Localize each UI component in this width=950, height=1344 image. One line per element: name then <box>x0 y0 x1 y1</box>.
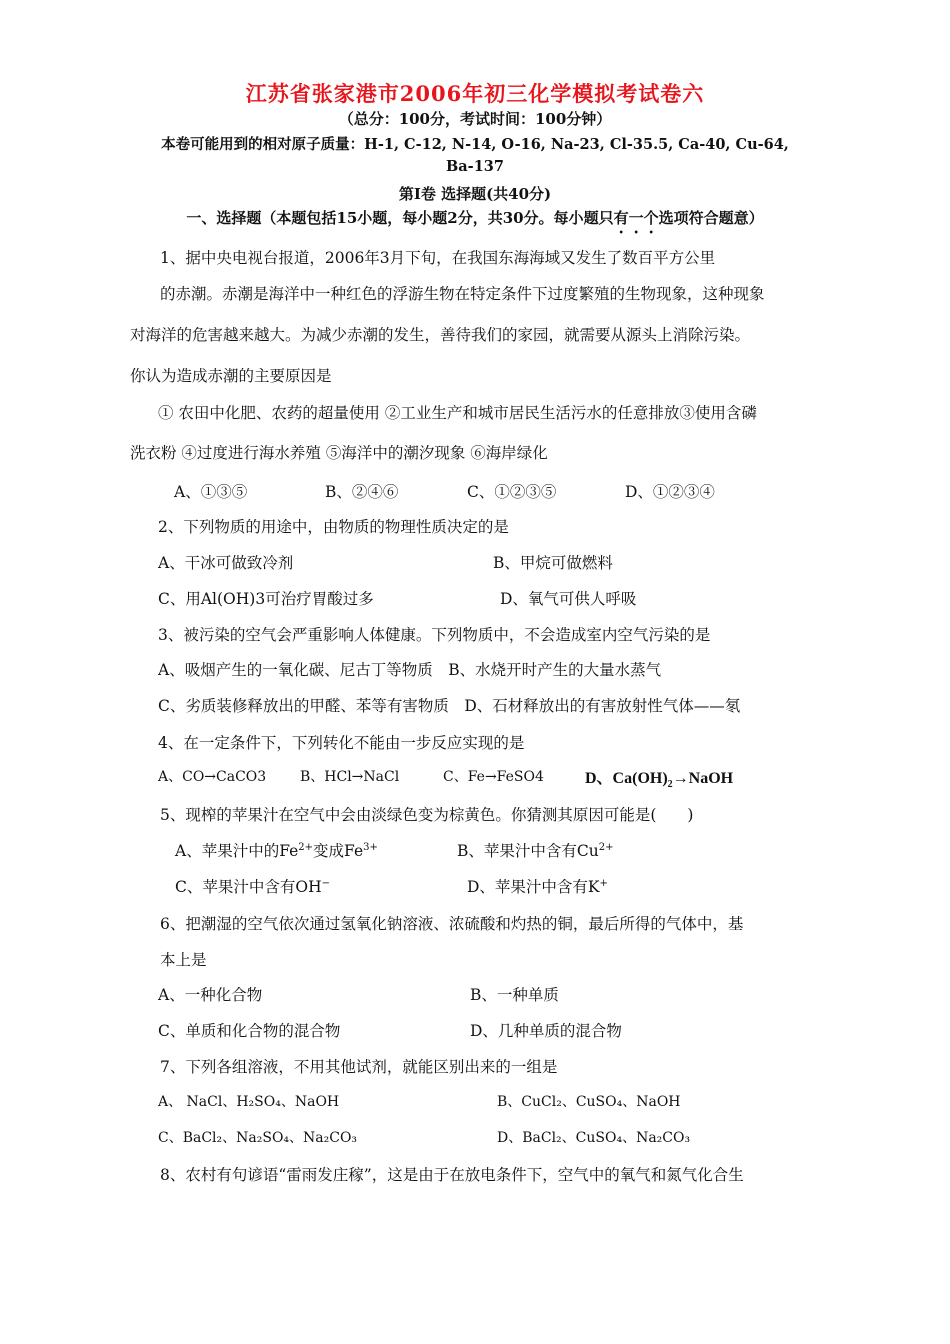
q5-d-text: D、苹果汁中含有K <box>467 878 600 896</box>
instruction-part-a: 一、选择题（本题包括15小题，每小题2分，共30分。每小题只 <box>186 209 614 227</box>
q2-option-a: A、干冰可做致冷剂 <box>158 554 294 572</box>
q7-option-c: C、BaCl₂、Na₂SO₄、Na₂CO₃ <box>158 1130 358 1146</box>
q4-option-d <box>585 765 733 790</box>
q2-stem: 2、下列物质的用途中，由物质的物理性质决定的是 <box>158 518 509 536</box>
q1-option-d: D、①②③④ <box>625 483 715 501</box>
q1-line-1: 1、据中央电视台报道，2006年3月下旬，在我国东海海域又发生了数百平方公里 <box>160 249 716 267</box>
q4-d-subscript: 2 <box>667 779 673 791</box>
q1-option-c: C、①②③⑤ <box>467 483 557 501</box>
q5-stem: 5、现榨的苹果汁在空气中会由淡绿色变为棕黄色。你猜测其原因可能是( ) <box>160 806 694 824</box>
q5-a-text: A、苹果汁中的Fe <box>175 842 299 860</box>
q6-option-b: B、一种单质 <box>470 986 559 1004</box>
q5-a-text2: 变成Fe <box>313 842 364 860</box>
q1-line-5: ① 农田中化肥、农药的超量使用 ②工业生产和城市居民生活污水的任意排放③使用含磷 <box>158 404 757 422</box>
q5-a-charge2: 3+ <box>363 841 378 853</box>
q1-line-3: 对海洋的危害越来越大。为减少赤潮的发生，善待我们的家园，就需要从源头上消除污染。 <box>130 326 751 344</box>
q1-line-6: 洗衣粉 ④过度进行海水养殖 ⑤海洋中的潮汐现象 ⑥海岸绿化 <box>130 444 548 462</box>
q5-c-charge: − <box>321 877 330 889</box>
q2-option-b: B、甲烷可做燃料 <box>493 554 613 572</box>
q1-line-2: 的赤潮。赤潮是海洋中一种红色的浮游生物在特定条件下过度繁殖的生物现象，这种现象 <box>160 285 765 303</box>
q7-stem: 7、下列各组溶液，不用其他试剂，就能区别出来的一组是 <box>160 1058 558 1076</box>
q6-option-c: C、单质和化合物的混合物 <box>158 1022 341 1040</box>
q5-d-charge: + <box>599 877 608 889</box>
atomic-mass-line1: 本卷可能用到的相对原子质量：H-1, C-12, N-14, O-16, Na-23, Cl-35.5, Ca-40, Cu-64, <box>161 136 789 153</box>
exam-title: 江苏省张家港市2006年初三化学模拟考试卷六 <box>245 81 705 106</box>
section-heading: 第Ⅰ卷 选择题(共40分) <box>398 185 552 203</box>
q1-option-b: B、②④⑥ <box>325 483 399 501</box>
q2-option-c: C、用Al(OH)3可治疗胃酸过多 <box>158 590 374 608</box>
q7-option-a: A、 NaCl、H₂SO₄、NaOH <box>158 1094 340 1110</box>
atomic-mass-line2: Ba-137 <box>446 158 504 175</box>
q4-option-c: C、Fe→FeSO4 <box>443 769 544 785</box>
q4-stem: 4、在一定条件下，下列转化不能由一步反应实现的是 <box>158 734 525 752</box>
q6-line-2: 本上是 <box>160 951 207 969</box>
instruction-emphasis: 有一个 <box>613 209 659 227</box>
q3-options-cd: C、劣质装修释放出的甲醛、苯等有害物质 D、石材释放出的有害放射性气体——氡 <box>158 697 741 715</box>
exam-subtitle: （总分：100分，考试时间：100分钟） <box>338 110 612 128</box>
q3-stem: 3、被污染的空气会严重影响人体健康。下列物质中，不会造成室内空气污染的是 <box>158 626 711 644</box>
q5-c-text: C、苹果汁中含有OH <box>175 878 322 896</box>
q8-stem: 8、农村有句谚语“雷雨发庄稼”，这是由于在放电条件下，空气中的氧气和氮气化合生 <box>160 1166 744 1184</box>
q4-option-b: B、HCl→NaCl <box>300 769 400 785</box>
q5-a-charge1: 2+ <box>298 841 314 853</box>
section-instruction <box>0 207 950 237</box>
q1-line-4: 你认为造成赤潮的主要原因是 <box>130 367 332 385</box>
q2-option-d: D、氧气可供人呼吸 <box>500 590 637 608</box>
q4-d-product: →NaOH <box>672 770 734 787</box>
q5-option-c <box>175 875 330 897</box>
q6-line-1: 6、把潮湿的空气依次通过氢氧化钠溶液、浓硫酸和灼热的铜，最后所得的气体中，基 <box>160 915 744 933</box>
q4-d-formula: D、Ca(OH) <box>585 770 668 787</box>
q5-option-a <box>175 839 378 861</box>
q1-option-a: A、①③⑤ <box>174 483 248 501</box>
q5-option-b <box>457 839 613 861</box>
q6-option-d: D、几种单质的混合物 <box>470 1022 622 1040</box>
q5-option-d <box>467 875 608 897</box>
q5-b-text: B、苹果汁中含有Cu <box>457 842 599 860</box>
q7-option-b: B、CuCl₂、CuSO₄、NaOH <box>497 1094 681 1110</box>
q7-option-d: D、BaCl₂、CuSO₄、Na₂CO₃ <box>497 1130 691 1146</box>
q6-option-a: A、一种化合物 <box>158 986 263 1004</box>
q3-options-ab: A、吸烟产生的一氧化碳、尼古丁等物质 B、水烧开时产生的大量水蒸气 <box>158 661 662 679</box>
q5-b-charge: 2+ <box>598 841 614 853</box>
instruction-part-b: 选项符合题意） <box>658 209 764 227</box>
q4-option-a: A、CO→CaCO3 <box>158 769 267 785</box>
